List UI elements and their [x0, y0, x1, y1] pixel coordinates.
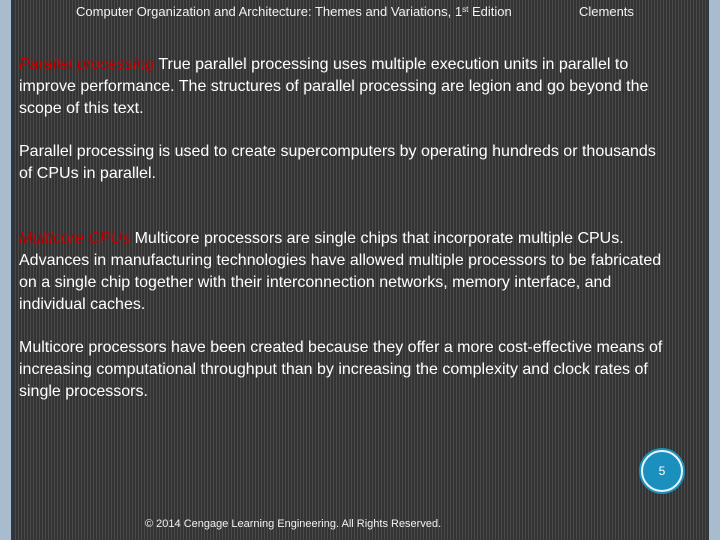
paragraph-text: Parallel processing is used to create supercomputers by operating hundreds or thousands of CPUs in parallel. [19, 143, 656, 182]
header-title-superscript: st [462, 5, 469, 14]
slide-header-author: Clements [579, 4, 634, 19]
paragraph-supercomputers [19, 141, 664, 185]
paragraph-text: Multicore processors are single chips that incorporate multiple CPUs. Advances in manufacturing technologies have allowed multiple processors to be fabricated on a single chip together with their interconnection networks, memory interface, and individual caches. [19, 230, 662, 313]
right-border-line [707, 0, 709, 540]
page-number-badge: 5 [641, 450, 683, 492]
term-multicore-cpus: Multicore CPUs [19, 230, 131, 247]
right-border-decoration [709, 0, 720, 540]
paragraph-multicore-rationale [19, 337, 664, 403]
term-parallel-processing: Parallel processing [19, 56, 155, 73]
paragraph-text: Multicore processors have been created because they offer a more cost-effective means of increasing computational throughput than by increasing the complexity and clock rates of single processors. [19, 339, 663, 400]
slide-header-title [76, 4, 512, 19]
header-title-main: Computer Organization and Architecture: Themes and Variations, 1 [76, 4, 463, 19]
left-border-line [11, 0, 13, 540]
paragraph-parallel-processing [19, 54, 664, 120]
paragraph-multicore-cpus [19, 228, 664, 316]
left-border-decoration [0, 0, 11, 540]
paragraph-text: True parallel processing uses multiple execution units in parallel to improve performance. The structures of parallel processing are legion and go beyond the scope of this text. [19, 56, 649, 117]
header-title-end: Edition [468, 4, 512, 19]
copyright-footer: © 2014 Cengage Learning Engineering. All Rights Reserved. [145, 518, 442, 530]
